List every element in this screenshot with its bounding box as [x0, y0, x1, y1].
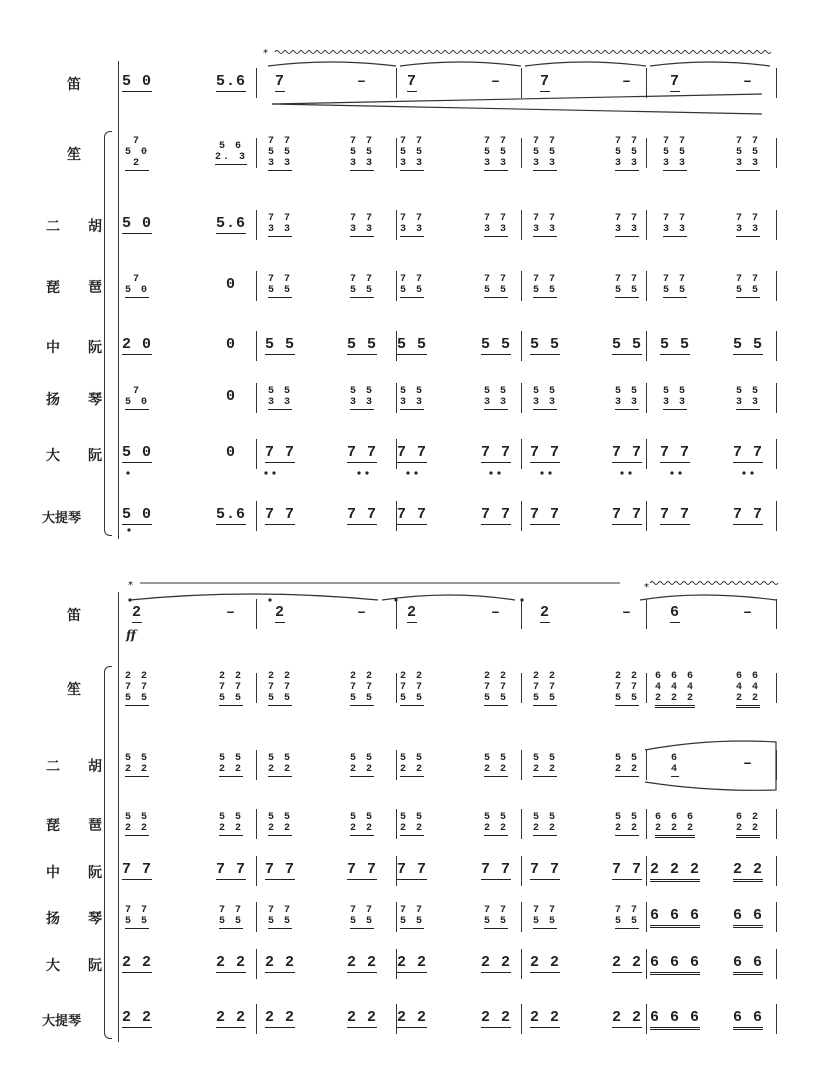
octave-dot [520, 598, 523, 601]
note-cell: 7 7 [529, 861, 561, 878]
note-cell: 6 4 [670, 753, 680, 775]
note-cell: 6 6 6 4 4 4 2 2 2 [655, 671, 695, 708]
note-cell: 7 7 [264, 506, 296, 523]
note-cell: 7 7 5 5 3 3 [483, 135, 509, 169]
octave-dot [357, 471, 360, 474]
note-cell: 7 5 0 2 [124, 135, 150, 169]
note-cell: 7 7 5 5 [218, 905, 244, 927]
note-cell: 7 7 5 5 3 3 [662, 135, 688, 169]
octave-dot [128, 598, 131, 601]
note-cell: 7 [539, 73, 551, 90]
note-cell: 2 2 7 7 5 5 [267, 670, 293, 704]
note-cell: 6 6 6 [650, 907, 700, 928]
note-cell: 5 5 2 2 [349, 753, 375, 775]
instrument-label-char: 中 [46, 339, 60, 355]
note-cell: – [356, 73, 368, 90]
note-cell: – [621, 73, 633, 90]
note-cell: 7 7 [611, 861, 643, 878]
note-cell: 0 [225, 276, 237, 293]
instrument-label-char: 笙 [67, 681, 81, 697]
instrument-label-char: 琶 [88, 817, 102, 833]
note-cell: 7 7 [480, 861, 512, 878]
trill-star-mark: * [263, 48, 268, 59]
note-cell: 5 5 [529, 336, 561, 353]
note-cell: 7 7 3 3 [399, 213, 425, 235]
note-cell: 5 5 2 2 [614, 753, 640, 775]
note-cell: 7 7 3 3 [614, 213, 640, 235]
octave-dot [127, 528, 130, 531]
note-cell: 2 2 [264, 954, 296, 971]
dynamic-mark: ff [126, 628, 136, 642]
note-cell: 6 6 [733, 1009, 763, 1030]
note-cell: 2 2 [480, 954, 512, 971]
note-cell: 5 5 3 3 [399, 386, 425, 408]
note-cell: 2 2 [611, 954, 643, 971]
note-cell: 7 7 [732, 506, 764, 523]
note-cell: 2 2 7 7 5 5 [349, 670, 375, 704]
octave-dot [540, 471, 543, 474]
note-cell: 6 6 6 2 2 2 [655, 812, 695, 838]
instrument-label-char: 笛 [67, 76, 81, 92]
octave-dot [126, 471, 129, 474]
note-cell: 7 5 0 [124, 274, 150, 296]
note-cell: 2 2 [264, 1009, 296, 1026]
note-cell: 5 5 2 2 [124, 753, 150, 775]
note-cell: 7 7 [611, 444, 643, 461]
note-cell: 5 5 3 3 [483, 386, 509, 408]
hairpin [272, 94, 762, 104]
note-cell: 5 5 2 2 [267, 753, 293, 775]
instrument-label-char: 阮 [88, 447, 102, 463]
note-cell: 6 [669, 604, 681, 621]
note-cell: 5.6 [215, 73, 247, 90]
note-cell: 7 7 [396, 506, 428, 523]
note-cell: – [742, 73, 754, 90]
note-cell: 7 7 [264, 861, 296, 878]
instrument-label-char: 阮 [88, 864, 102, 880]
note-cell: 5 0 [121, 506, 153, 523]
note-cell: 5 0 [121, 73, 153, 90]
note-cell: 2 2 7 7 5 5 [399, 670, 425, 704]
note-cell: 7 7 [121, 861, 153, 878]
note-cell: 0 [225, 444, 237, 461]
note-cell: 0 [225, 336, 237, 353]
instrument-label-char: 琶 [88, 279, 102, 295]
note-cell: 7 7 5 5 [349, 274, 375, 296]
note-cell: 5 5 2 2 [614, 812, 640, 834]
note-cell: 2 2 [121, 1009, 153, 1026]
note-cell: 7 7 5 5 [532, 274, 558, 296]
note-cell: 7 7 5 5 3 3 [614, 135, 640, 169]
note-cell: – [621, 604, 633, 621]
note-cell: 7 5 0 [124, 386, 150, 408]
note-cell: 7 7 [396, 444, 428, 461]
note-cell: 7 7 3 3 [662, 213, 688, 235]
octave-dot [497, 471, 500, 474]
octave-dot [628, 471, 631, 474]
trill-star-mark: * [644, 582, 649, 593]
note-cell: 7 7 5 5 3 3 [532, 135, 558, 169]
octave-dot [264, 471, 267, 474]
note-cell: 5 5 3 3 [614, 386, 640, 408]
note-cell: 7 7 5 5 [483, 905, 509, 927]
note-cell: 5.6 [215, 215, 247, 232]
note-cell: 5 5 2 2 [483, 753, 509, 775]
instrument-label-char: 阮 [88, 339, 102, 355]
note-cell: 5 5 3 3 [735, 386, 761, 408]
instrument-label-char: 二 [46, 218, 60, 234]
instrument-label-char: 大提琴 [42, 1013, 82, 1028]
tie-slur [130, 594, 378, 600]
note-cell: 5 5 3 3 [662, 386, 688, 408]
instrument-label-char: 琴 [88, 391, 102, 407]
note-cell: 7 7 [659, 444, 691, 461]
note-cell: 6 6 6 [650, 954, 700, 975]
note-cell: 5 5 2 2 [267, 812, 293, 834]
tremolo-slur [645, 741, 776, 790]
note-cell: – [742, 604, 754, 621]
instrument-label-char: 笛 [67, 607, 81, 623]
note-cell: 7 [669, 73, 681, 90]
note-cell: 2 2 [529, 954, 561, 971]
note-cell: 5 5 [659, 336, 691, 353]
octave-dot [272, 471, 275, 474]
note-cell: 7 7 [346, 861, 378, 878]
instrument-label-char: 扬 [46, 391, 60, 407]
note-cell: 5 5 3 3 [349, 386, 375, 408]
note-cell: 5 5 3 3 [267, 386, 293, 408]
note-cell: 2 2 2 [650, 861, 700, 882]
note-cell: – [356, 604, 368, 621]
octave-dot [678, 471, 681, 474]
note-cell: 7 7 5 5 [483, 274, 509, 296]
note-cell: 6 6 [733, 907, 763, 928]
octave-dot [548, 471, 551, 474]
note-cell: 7 7 [659, 506, 691, 523]
note-cell: 5 5 [264, 336, 296, 353]
octave-dot [489, 471, 492, 474]
instrument-label-char: 胡 [88, 218, 102, 234]
octave-dot [365, 471, 368, 474]
note-cell: 7 7 3 3 [532, 213, 558, 235]
note-cell: 2 2 [346, 954, 378, 971]
octave-dot [414, 471, 417, 474]
trill-star-mark: * [128, 580, 133, 591]
instrument-label-char: 大 [46, 447, 60, 463]
tie-slur [650, 62, 770, 66]
note-cell: 7 7 5 5 [532, 905, 558, 927]
note-cell: 2 2 [396, 1009, 428, 1026]
note-cell: 7 7 5 5 [662, 274, 688, 296]
instrument-label-char: 阮 [88, 957, 102, 973]
note-cell: 7 7 5 5 3 3 [735, 135, 761, 169]
instrument-label-char: 胡 [88, 758, 102, 774]
note-cell: 5 5 2 2 [349, 812, 375, 834]
note-cell: 5 5 2 2 [532, 812, 558, 834]
note-cell: 7 7 5 5 [735, 274, 761, 296]
note-cell: 2 [131, 604, 143, 621]
instrument-label-char: 二 [46, 758, 60, 774]
note-cell: 5 5 [732, 336, 764, 353]
note-cell: 2 [406, 604, 418, 621]
note-cell: 7 7 [396, 861, 428, 878]
instrument-label-char: 扬 [46, 910, 60, 926]
note-cell: 2 2 [215, 1009, 247, 1026]
note-cell: 7 7 5 5 3 3 [349, 135, 375, 169]
note-cell: 2 2 [480, 1009, 512, 1026]
note-cell: 7 7 [480, 444, 512, 461]
note-cell: 5 5 2 2 [218, 753, 244, 775]
note-cell: 2 2 [611, 1009, 643, 1026]
note-cell: 7 [406, 73, 418, 90]
note-cell: 5 5 2 2 [532, 753, 558, 775]
octave-dot [406, 471, 409, 474]
octave-dot [742, 471, 745, 474]
instrument-label-char: 中 [46, 864, 60, 880]
note-cell: 7 7 5 5 [267, 274, 293, 296]
octave-dot [394, 598, 397, 601]
note-cell: 7 7 [480, 506, 512, 523]
note-cell: 6 6 [733, 954, 763, 975]
note-cell: 2 2 7 7 5 5 [218, 670, 244, 704]
instrument-label-char: 琵 [46, 279, 60, 295]
note-cell: 5 0 [121, 215, 153, 232]
note-cell: 7 7 [346, 506, 378, 523]
note-cell: 7 7 5 5 [399, 274, 425, 296]
note-cell: 5 5 [480, 336, 512, 353]
note-cell: 7 7 [215, 861, 247, 878]
tie-slur [400, 62, 521, 66]
trill-line [650, 582, 778, 585]
tie-slur [525, 62, 646, 66]
note-cell: 7 7 5 5 [614, 905, 640, 927]
tie-slur [268, 62, 396, 66]
note-cell: 7 7 5 5 [349, 905, 375, 927]
note-cell: 6 2 2 2 [736, 812, 760, 838]
note-cell: 2 2 7 7 5 5 [124, 670, 150, 704]
note-cell: 7 7 5 5 3 3 [267, 135, 293, 169]
note-cell: 2 2 7 7 5 5 [532, 670, 558, 704]
note-cell: 5 5 2 2 [218, 812, 244, 834]
note-cell: 7 7 5 5 [614, 274, 640, 296]
note-cell: 7 7 [732, 444, 764, 461]
note-cell: 7 7 5 5 [124, 905, 150, 927]
trill-line [275, 51, 771, 54]
note-cell: 7 7 3 3 [267, 213, 293, 235]
note-cell: 7 7 [529, 444, 561, 461]
note-cell: 7 7 5 5 3 3 [399, 135, 425, 169]
note-cell: 5 5 2 2 [483, 812, 509, 834]
octave-dot [268, 598, 271, 601]
note-cell: 2 2 [733, 861, 763, 882]
note-cell: 2 2 [529, 1009, 561, 1026]
note-cell: 2 2 [396, 954, 428, 971]
note-cell: 7 7 [529, 506, 561, 523]
note-cell: 5 5 [611, 336, 643, 353]
instrument-label-char: 琵 [46, 817, 60, 833]
note-cell: 0 [225, 388, 237, 405]
note-cell: 6 6 6 [650, 1009, 700, 1030]
note-cell: 7 7 [611, 506, 643, 523]
note-cell: 7 [274, 73, 286, 90]
note-cell: – [742, 755, 754, 772]
note-cell: 6 6 4 4 2 2 [736, 671, 760, 708]
note-cell: – [490, 73, 502, 90]
instrument-label-char: 笙 [67, 146, 81, 162]
instrument-label-char: 琴 [88, 910, 102, 926]
note-cell: 2 0 [121, 336, 153, 353]
hairpin [272, 104, 762, 114]
note-cell: 2 [539, 604, 551, 621]
instrument-label-char: 大提琴 [42, 510, 82, 525]
note-cell: 5 5 [346, 336, 378, 353]
note-cell: 7 7 [264, 444, 296, 461]
note-cell: 2 [274, 604, 286, 621]
note-cell: – [225, 604, 237, 621]
note-cell: 7 7 3 3 [349, 213, 375, 235]
note-cell: 5.6 [215, 506, 247, 523]
note-cell: 7 7 5 5 [267, 905, 293, 927]
note-cell: – [490, 604, 502, 621]
note-cell: 5 5 2 2 [399, 812, 425, 834]
note-cell: 7 7 3 3 [735, 213, 761, 235]
note-cell: 2 2 7 7 5 5 [614, 670, 640, 704]
tie-slur [640, 595, 776, 600]
note-cell: 7 7 5 5 [399, 905, 425, 927]
note-cell: 5 0 [121, 444, 153, 461]
note-cell: 2 2 7 7 5 5 [483, 670, 509, 704]
note-cell: 5 5 [396, 336, 428, 353]
note-cell: 5 6 2. 3 [214, 141, 248, 163]
tie-slur [382, 595, 515, 600]
octave-dot [670, 471, 673, 474]
note-cell: 2 2 [121, 954, 153, 971]
note-cell: 7 7 [346, 444, 378, 461]
octave-dot [620, 471, 623, 474]
octave-dot [750, 471, 753, 474]
note-cell: 5 5 3 3 [532, 386, 558, 408]
note-cell: 5 5 2 2 [399, 753, 425, 775]
note-cell: 7 7 3 3 [483, 213, 509, 235]
note-cell: 2 2 [346, 1009, 378, 1026]
note-cell: 5 5 2 2 [124, 812, 150, 834]
note-cell: 2 2 [215, 954, 247, 971]
instrument-label-char: 大 [46, 957, 60, 973]
